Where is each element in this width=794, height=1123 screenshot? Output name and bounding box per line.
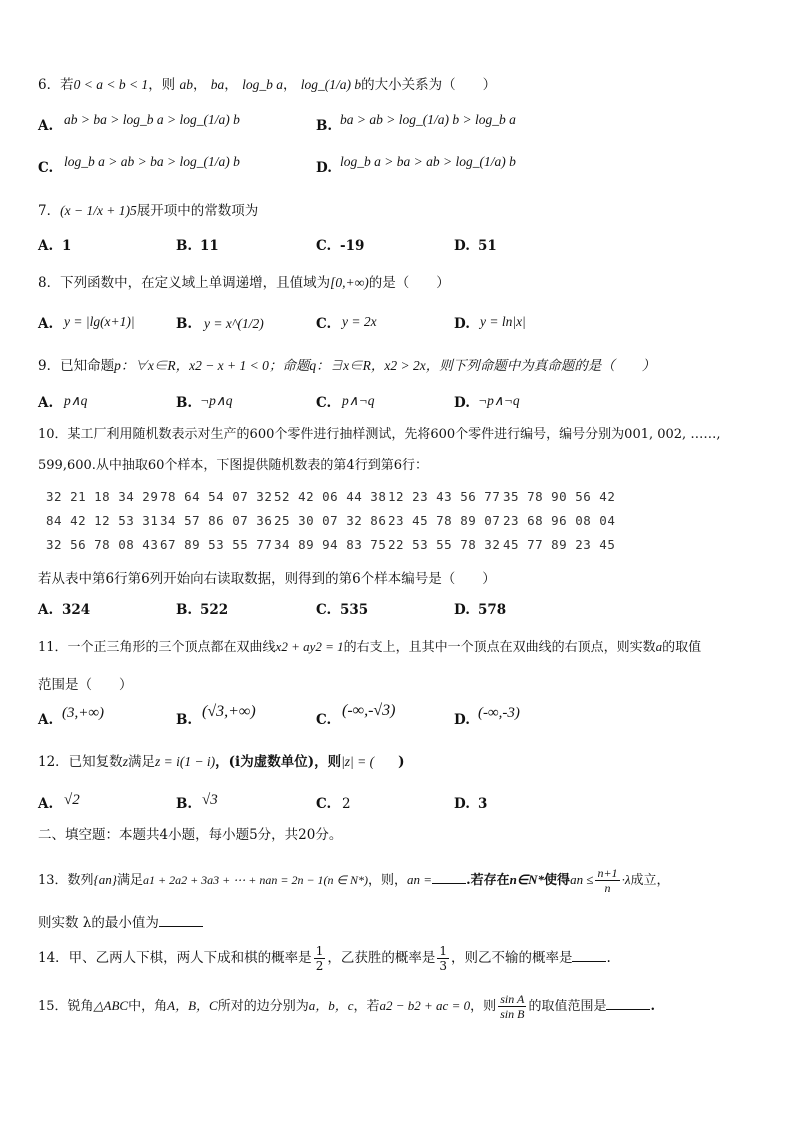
q9-option-a-label: A. [38,395,54,411]
q9-option-d-label: D. [454,395,470,411]
q12-z: z [122,754,128,769]
q13-lambda: ·λ [621,872,631,887]
q12-option-d: 3 [478,796,488,812]
q7-option-c-label: C. [316,238,332,254]
q11-line-2: 范围是（ ） [38,677,133,693]
q13-an: an = [407,872,433,887]
rn-r3-c2: 67 89 53 55 77 [160,537,273,552]
q13-equation: a1 + 2a2 + 3a3 + ⋯ + nan = 2n − 1(n ∈ N*) [142,873,369,887]
q12-abs: |z| = ( [341,754,375,769]
q13-blank-2[interactable] [159,914,203,927]
q8-option-c-label: C. [316,316,332,332]
q12-option-a-label: A. [38,796,54,812]
q9-option-d: ¬p∧¬q [478,393,520,408]
q7-option-a: 1 [62,238,72,254]
q7-expression: (x − 1/x + 1)5 [60,203,137,218]
rn-r3-c5: 45 77 89 23 45 [503,537,616,552]
q10-option-b-label: B. [176,602,193,618]
q14-f1-den: 2 [315,959,324,973]
q12-option-b-label: B. [176,796,193,812]
q14-end: . [606,950,611,966]
q7-option-a-label: A. [38,238,54,254]
q13-frac-den: n [604,881,611,895]
q11-text-a: 11．一个正三角形的三个顶点都在双曲线 [38,640,276,655]
q15-frac-den: sin B [500,1007,525,1021]
q7-number: 7． [38,203,61,219]
q15-text-4: ，若 [353,999,380,1014]
q15-text-5: ，则 [470,999,497,1014]
q14-text-2: ，乙获胜的概率是 [327,950,436,966]
q6-option-b-label: B. [316,118,333,134]
q6-expr-4: log_(1/a) b [300,77,362,92]
q15-frac-num: sin A [500,992,525,1006]
q9-proposition-q: q：∃x∈R，x2 > 2x，则下列命题中为真命题的是（ ） [309,358,656,373]
q13-frac-num: n+1 [597,866,618,880]
rn-r2-c2: 34 57 86 07 36 [160,513,273,528]
q7-option-c: -19 [340,238,365,254]
q6-mid: ，则 [148,77,176,93]
q11-text-c: 的取值 [662,640,702,655]
q6-option-c-label: C. [38,160,54,176]
q12-option-a: √2 [64,792,80,808]
q9-option-a: p∧q [64,393,88,408]
rn-r1-c5: 35 78 90 56 42 [503,489,616,504]
q11-option-d-label: D. [454,712,470,728]
rn-r1-c2: 78 64 54 07 32 [160,489,273,504]
q13-blank-1[interactable] [432,871,466,884]
q8-tail: 的是（ ） [368,275,450,291]
q6-option-b: ba > ab > log_(1/a) b > log_b a [340,112,516,127]
q13-fraction [595,866,619,895]
q9-number: 9．已知命题 [38,358,115,374]
q8-option-b: y = x^(1/2) [204,316,264,331]
q10-option-a-label: A. [38,602,54,618]
q12-close: ) [398,754,405,770]
q13-line-2 [38,914,203,932]
q6-expr-2: ba [210,77,225,92]
q8-range: [0,+∞) [330,275,369,290]
q10-option-c-label: C. [316,602,332,618]
q14-f1-num: 1 [315,944,324,958]
q12-option-b: √3 [202,792,218,808]
q13-tail-2: .若存在 [466,873,510,888]
q13-line-2-text: 则实数 λ的最小值为 [38,915,159,931]
q15-fraction [498,992,526,1021]
q6-expr-1: ab [179,77,193,92]
q13-mid: 满足 [116,873,143,888]
q11-option-b-label: B. [176,712,193,728]
q10-line-2: 599,600.从中抽取60个样本，下图提供随机数表的第4行到第6行： [38,458,428,473]
q12-option-c-label: C. [316,796,332,812]
rn-r2-c3: 25 30 07 32 86 [274,513,387,528]
q9-option-c: p∧¬q [342,393,375,408]
q11-option-a-label: A. [38,712,54,728]
q11-option-c-label: C. [316,712,332,728]
q14-blank[interactable] [572,949,606,962]
q14-text-1: 14．甲、乙两人下棋，两人下成和棋的概率是 [38,950,312,966]
q7-option-b: 11 [200,238,219,254]
q7-tail: 展开项中的常数项为 [136,203,259,219]
section-2-heading: 二、填空题：本题共4小题，每小题5分，共20分。 [38,827,343,843]
q13-tail-1: ，则， [368,873,408,888]
q6-stem: 6．若0 < a < b < 1，则 ab， ba， log_b a， log_(1/a) b的大小关系为（ ） [38,77,497,93]
q7-stem [38,202,258,220]
q14-f2-num: 1 [439,944,447,958]
q6-option-d-label: D. [316,160,332,176]
q7-option-d-label: D. [454,238,470,254]
q15-text-6: 的取值范围是 [528,999,607,1014]
q6-number: 6．若 [38,77,74,93]
q10-line-1: 10．某工厂利用随机数表示对生产的600个零件进行抽样测试，先将600个零件进行编号，编号分别为001, 002, ……, [38,427,721,442]
q6-option-c: log_b a > ab > ba > log_(1/a) b [64,154,240,169]
q15-text-3: 所对的边分别为 [217,999,309,1014]
q15-stem [38,992,655,1021]
q11-option-a: (3,+∞) [62,705,105,721]
q13-line-1 [38,866,669,895]
q12-stem [38,753,405,771]
q10-option-a: 324 [62,602,91,618]
q6-expr-3: log_b a [242,77,283,92]
q14-fraction-draw [314,944,326,973]
q15-end: . [650,999,655,1014]
q14-text-3: ，则乙不输的概率是 [450,950,573,966]
q14-stem [38,944,611,973]
q15-text-1: 15．锐角 [38,999,94,1014]
q11-option-d: (-∞,-3) [478,705,520,721]
q6-option-d: log_b a > ba > ab > log_(1/a) b [340,154,516,169]
rn-r3-c1: 32 56 78 08 43 [46,537,159,552]
q7-option-d: 51 [478,238,497,254]
q11-option-b: (√3,+∞) [202,703,256,720]
q13-tail-4: 成立， [630,873,670,888]
rn-r3-c4: 22 53 55 78 32 [388,537,501,552]
q10-option-c: 535 [340,602,369,618]
q12-equation: z = i(1 − i) [154,754,216,769]
q8-option-a: y = |lg(x+1)| [64,314,135,329]
q12-option-c: 2 [342,796,351,812]
rn-r3-c3: 34 89 94 83 75 [274,537,387,552]
rn-r1-c4: 12 23 43 56 77 [388,489,501,504]
q9-option-b: ¬p∧q [200,393,233,408]
q12-option-d-label: D. [454,796,470,812]
q10-line-3: 若从表中第6行第6列开始向右读取数据，则得到的第6个样本编号是（ ） [38,571,496,587]
q14-f2-den: 3 [439,959,447,973]
q15-blank[interactable] [606,997,650,1010]
q12-number: 12．已知复数 [38,754,123,770]
q8-option-c: y = 2x [342,314,377,329]
q11-text-b: 的右支上，且其中一个顶点在双曲线的右顶点，则实数 [343,640,656,655]
q9-proposition-p: p：∀x∈R，x2 − x + 1 < 0；命题 [114,358,310,373]
rn-r2-c5: 23 68 96 08 04 [503,513,616,528]
q6-option-a: ab > ba > log_b a > log_(1/a) b [64,112,240,127]
q9-stem [38,357,655,375]
q8-stem [38,274,450,292]
rn-r2-c4: 23 45 78 89 07 [388,513,501,528]
q13-number: 13．数列 [38,873,94,888]
rn-r1-c1: 32 21 18 34 29 [46,489,159,504]
q11-option-c: (-∞,-√3) [342,702,396,719]
q15-sides: a，b，c [308,998,354,1013]
q8-option-d: y = ln|x| [480,314,526,329]
q8-option-d-label: D. [454,316,470,332]
q15-triangle: △ABC [93,998,129,1013]
q13-tail-3: 使得 [544,873,571,888]
q8-option-b-label: B. [176,316,193,332]
q15-equation: a2 − b2 + ac = 0 [379,998,471,1013]
q10-option-d-label: D. [454,602,470,618]
q10-option-b: 522 [200,602,229,618]
q12-tail: ，(i为虚数单位)，则 [215,754,342,770]
q13-nN: n∈N* [509,872,545,887]
q14-fraction-win [437,944,449,973]
q7-option-b-label: B. [176,238,193,254]
q9-option-b-label: B. [176,395,193,411]
q11-var: a [655,639,663,654]
rn-r2-c1: 84 42 12 53 31 [46,513,159,528]
q10-option-d: 578 [478,602,507,618]
q6-option-a-label: A. [38,118,54,134]
q11-hyperbola: x2 + ay2 = 1 [275,639,344,654]
q11-line-1 [38,638,701,657]
rn-r1-c3: 52 42 06 44 38 [274,489,387,504]
q9-option-c-label: C. [316,395,332,411]
q12-mid: 满足 [127,754,155,770]
q15-angles: A，B，C [167,998,218,1013]
q6-tail: 的大小关系为（ ） [361,77,497,93]
q8-option-a-label: A. [38,316,54,332]
q13-sequence: {an} [93,872,117,887]
q8-text: 8．下列函数中，在定义域上单调递增，且值域为 [38,275,331,291]
q6-condition: 0 < a < b < 1 [73,77,149,92]
q15-text-2: 中，角 [128,999,168,1014]
q13-ineq-lhs: an ≤ [570,872,594,887]
